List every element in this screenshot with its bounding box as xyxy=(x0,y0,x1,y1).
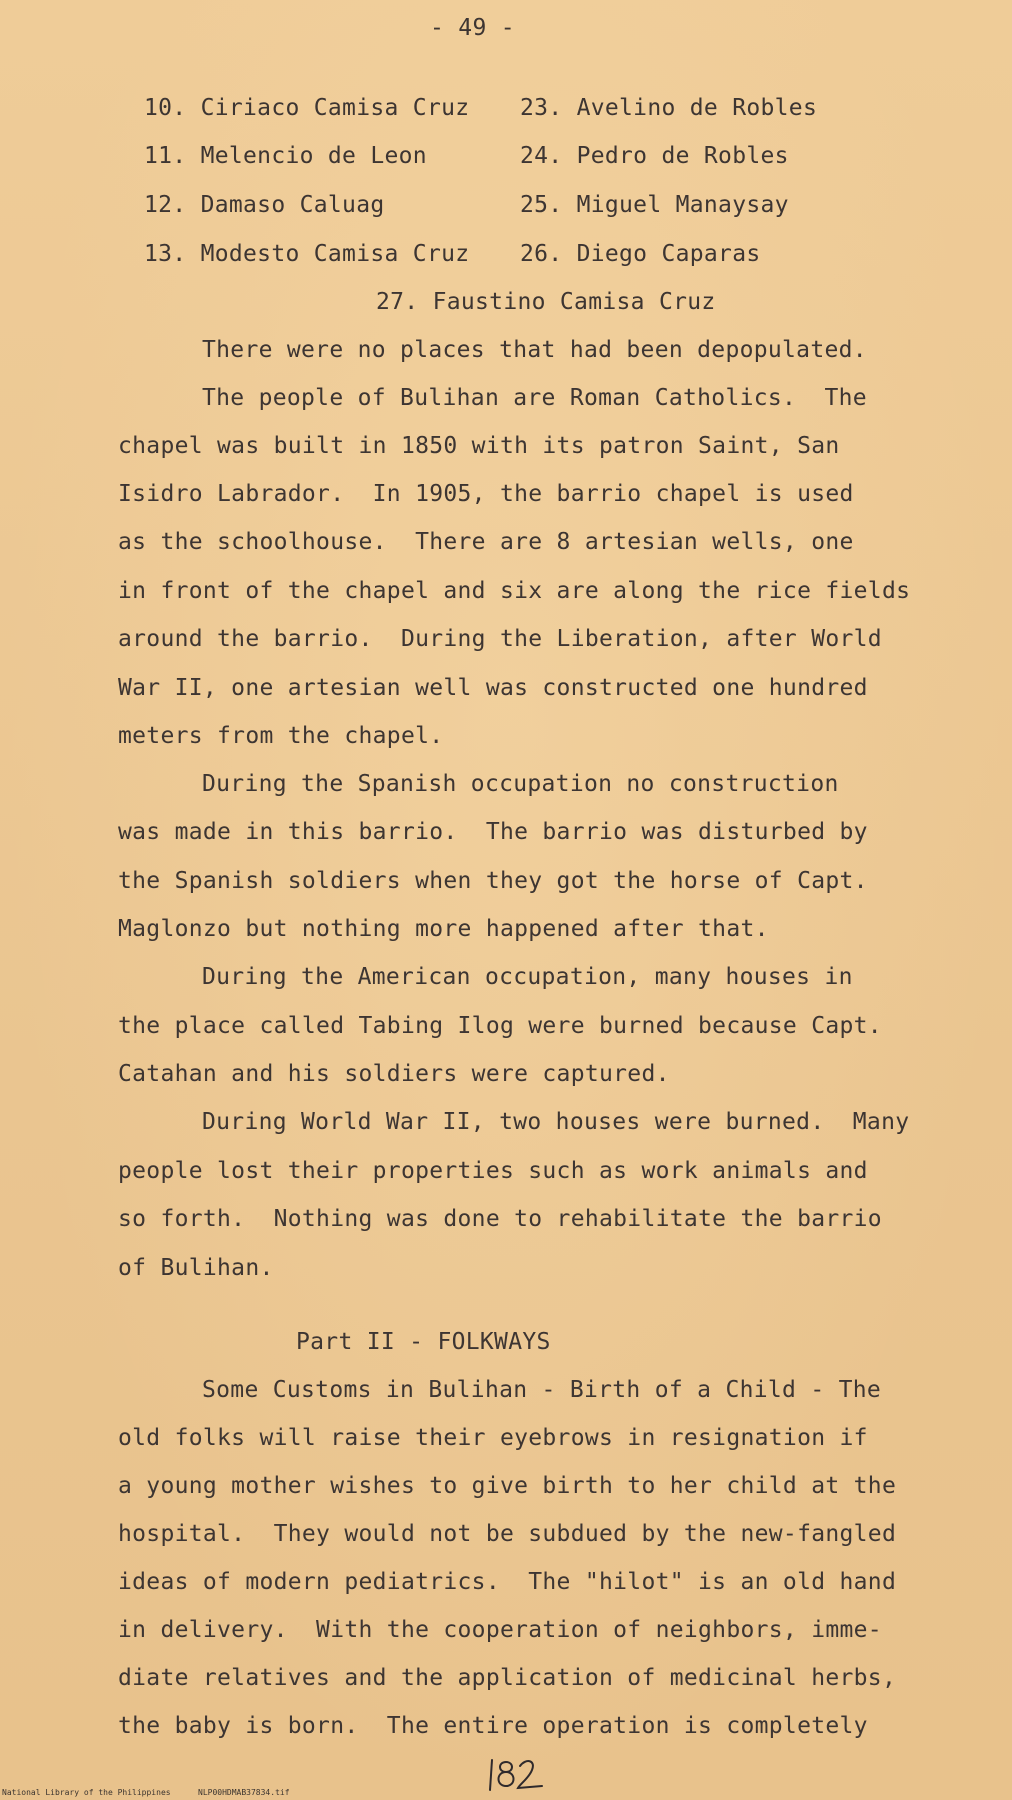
page-number: - 49 - xyxy=(430,15,515,41)
body-line: hospital. They would not be subdued by the new-fangled xyxy=(118,1521,897,1547)
name-list-item: 13. Modesto Camisa Cruz xyxy=(144,241,470,267)
name-list-item: 24. Pedro de Robles xyxy=(520,143,789,169)
footer-credit: National Library of the Philippines xyxy=(2,1788,171,1797)
body-line: in front of the chapel and six are along the rice fields xyxy=(118,578,911,604)
body-line: During World War II, two houses were burned. Many xyxy=(202,1109,910,1135)
section-heading: Part II - FOLKWAYS xyxy=(296,1329,551,1355)
body-line: of Bulihan. xyxy=(118,1255,274,1281)
body-line: War II, one artesian well was constructed one hundred xyxy=(118,675,868,701)
body-line: diate relatives and the application of medicinal herbs, xyxy=(118,1665,897,1691)
body-line: old folks will raise their eyebrows in resignation if xyxy=(118,1425,868,1451)
body-line: the Spanish soldiers when they got the horse of Capt. xyxy=(118,868,868,894)
body-line: There were no places that had been depopulated. xyxy=(202,337,867,363)
body-line: the place called Tabing Ilog were burned because Capt. xyxy=(118,1013,882,1039)
name-list-item: 26. Diego Caparas xyxy=(520,241,761,267)
name-list-item: 12. Damaso Caluag xyxy=(144,192,385,218)
body-line: a young mother wishes to give birth to her child at the xyxy=(118,1473,897,1499)
name-list-item: 27. Faustino Camisa Cruz xyxy=(376,289,716,315)
body-line: as the schoolhouse. There are 8 artesian wells, one xyxy=(118,529,854,555)
name-list-item: 10. Ciriaco Camisa Cruz xyxy=(144,95,470,121)
body-line: Catahan and his soldiers were captured. xyxy=(118,1061,670,1087)
body-line: meters from the chapel. xyxy=(118,723,444,749)
body-line: people lost their properties such as work animals and xyxy=(118,1158,868,1184)
footer-filename: NLP00HDMAB37834.tif xyxy=(198,1788,290,1797)
handwritten-page-number xyxy=(486,1754,546,1794)
body-line: The people of Bulihan are Roman Catholics. The xyxy=(202,385,867,411)
body-line: Maglonzo but nothing more happened after that. xyxy=(118,916,769,942)
body-line: Some Customs in Bulihan - Birth of a Child - The xyxy=(202,1377,882,1403)
body-line: chapel was built in 1850 with its patron Saint, San xyxy=(118,433,840,459)
body-line: During the Spanish occupation no construction xyxy=(202,771,839,797)
name-list-item: 11. Melencio de Leon xyxy=(144,143,427,169)
body-line: ideas of modern pediatrics. The "hilot" is an old hand xyxy=(118,1569,897,1595)
body-line: During the American occupation, many houses in xyxy=(202,964,853,990)
body-line: the baby is born. The entire operation is completely xyxy=(118,1713,868,1739)
name-list-item: 25. Miguel Manaysay xyxy=(520,192,789,218)
body-line: Isidro Labrador. In 1905, the barrio chapel is used xyxy=(118,481,854,507)
body-line: so forth. Nothing was done to rehabilitate the barrio xyxy=(118,1206,882,1232)
body-line: in delivery. With the cooperation of neighbors, imme- xyxy=(118,1617,882,1643)
name-list-item: 23. Avelino de Robles xyxy=(520,95,818,121)
body-line: was made in this barrio. The barrio was disturbed by xyxy=(118,819,868,845)
body-line: around the barrio. During the Liberation, after World xyxy=(118,626,882,652)
